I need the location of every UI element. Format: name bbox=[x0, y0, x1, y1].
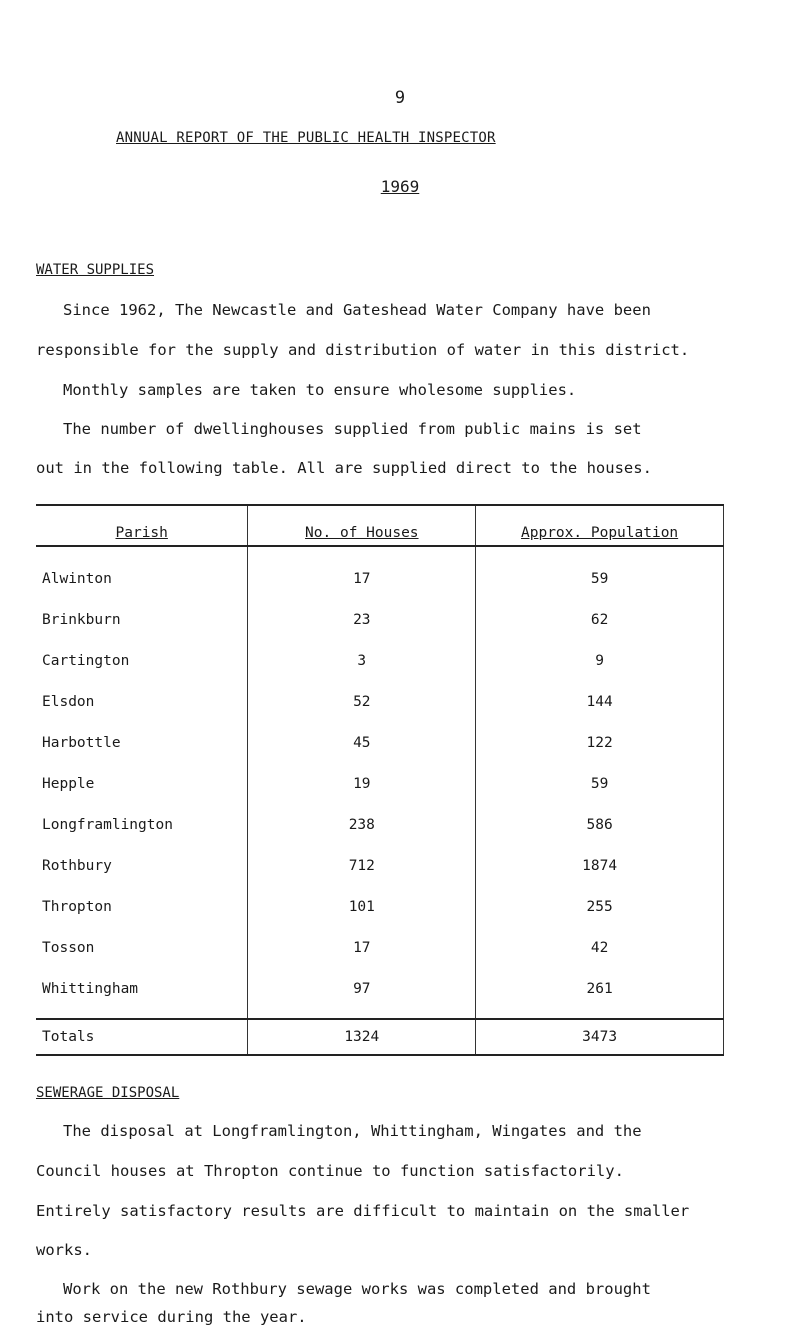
cell-population: 59 bbox=[476, 546, 724, 599]
cell-houses: 52 bbox=[248, 681, 476, 722]
table-row bbox=[36, 927, 724, 968]
water-supplies-heading: WATER SUPPLIES bbox=[36, 262, 155, 278]
table-row bbox=[36, 804, 724, 845]
table-row bbox=[36, 681, 724, 722]
water-para-line-5: out in the following table. All are supplied direct to the houses. bbox=[36, 459, 652, 477]
table-header-row bbox=[36, 505, 724, 546]
cell-population: 1874 bbox=[476, 845, 724, 886]
totals-population: 3473 bbox=[476, 1019, 724, 1055]
cell-population: 42 bbox=[476, 927, 724, 968]
cell-parish: Harbottle bbox=[42, 734, 121, 751]
cell-houses: 238 bbox=[248, 804, 476, 845]
totals-houses: 1324 bbox=[248, 1019, 476, 1055]
cell-houses: 712 bbox=[248, 845, 476, 886]
water-para-line-3: Monthly samples are taken to ensure wholesome supplies. bbox=[63, 381, 577, 399]
cell-parish: Brinkburn bbox=[42, 611, 121, 628]
sewerage-para-line-1: The disposal at Longframlington, Whittingham, Wingates and the bbox=[63, 1122, 642, 1140]
header-population: Approx. Population bbox=[476, 505, 724, 546]
cell-houses: 23 bbox=[248, 599, 476, 640]
sewerage-para-line-4: works. bbox=[36, 1241, 92, 1259]
cell-houses: 17 bbox=[248, 927, 476, 968]
cell-population: 255 bbox=[476, 886, 724, 927]
sewerage-para-line-2: Council houses at Thropton continue to function satisfactorily. bbox=[36, 1162, 624, 1180]
report-year: 1969 bbox=[380, 177, 420, 196]
cell-population: 261 bbox=[476, 968, 724, 1019]
cell-parish: Hepple bbox=[42, 775, 95, 792]
header-houses: No. of Houses bbox=[248, 505, 476, 546]
table-row bbox=[36, 640, 724, 681]
page-number: 9 bbox=[394, 88, 406, 108]
cell-population: 586 bbox=[476, 804, 724, 845]
cell-population: 9 bbox=[476, 640, 724, 681]
cell-parish: Longframlington bbox=[42, 816, 173, 833]
table-row bbox=[36, 886, 724, 927]
table-row bbox=[36, 845, 724, 886]
cell-parish: Whittingham bbox=[42, 980, 139, 997]
table-row bbox=[36, 546, 724, 599]
cell-houses: 3 bbox=[248, 640, 476, 681]
cell-parish: Tosson bbox=[42, 939, 95, 956]
cell-parish: Thropton bbox=[42, 898, 112, 915]
cell-parish: Elsdon bbox=[42, 693, 95, 710]
table-row bbox=[36, 722, 724, 763]
cell-population: 62 bbox=[476, 599, 724, 640]
report-title: ANNUAL REPORT OF THE PUBLIC HEALTH INSPECTOR bbox=[116, 130, 496, 146]
cell-parish: Cartington bbox=[42, 652, 130, 669]
cell-parish: Alwinton bbox=[42, 570, 112, 587]
water-para-line-2: responsible for the supply and distribution of water in this district. bbox=[36, 341, 690, 359]
cell-houses: 101 bbox=[248, 886, 476, 927]
cell-houses: 45 bbox=[248, 722, 476, 763]
sewerage-para-line-5: Work on the new Rothbury sewage works was completed and brought bbox=[63, 1280, 651, 1298]
sewerage-para-line-6: into service during the year. bbox=[36, 1308, 307, 1326]
water-supply-table bbox=[36, 504, 724, 1056]
cell-houses: 17 bbox=[248, 546, 476, 599]
water-para-line-4: The number of dwellinghouses supplied from public mains is set bbox=[63, 420, 642, 438]
header-parish: Parish bbox=[36, 505, 248, 546]
table-row bbox=[36, 968, 724, 1019]
cell-population: 59 bbox=[476, 763, 724, 804]
table-row bbox=[36, 599, 724, 640]
cell-population: 122 bbox=[476, 722, 724, 763]
table-row bbox=[36, 763, 724, 804]
cell-houses: 97 bbox=[248, 968, 476, 1019]
water-para-line-1: Since 1962, The Newcastle and Gateshead Water Company have been bbox=[63, 301, 651, 319]
cell-population: 144 bbox=[476, 681, 724, 722]
cell-parish: Rothbury bbox=[42, 857, 112, 874]
cell-houses: 19 bbox=[248, 763, 476, 804]
totals-row bbox=[36, 1019, 724, 1055]
sewerage-disposal-heading: SEWERAGE DISPOSAL bbox=[36, 1085, 180, 1101]
totals-label: Totals bbox=[36, 1019, 248, 1055]
sewerage-para-line-3: Entirely satisfactory results are difficult to maintain on the smaller bbox=[36, 1202, 690, 1220]
